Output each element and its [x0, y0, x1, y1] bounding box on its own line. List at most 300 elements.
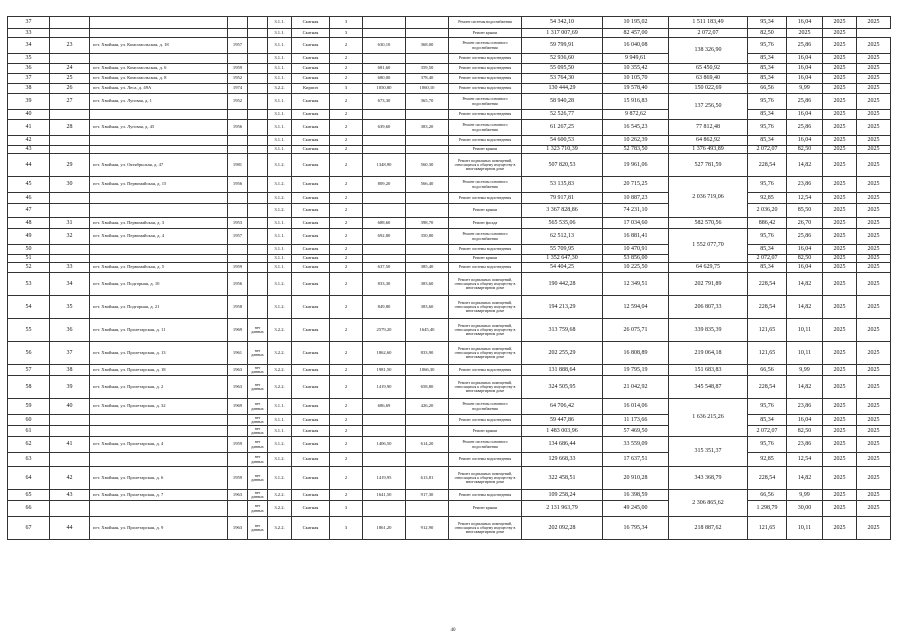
- cell-unit-cost: 121,65: [748, 342, 787, 365]
- cell-house-number: 27: [50, 94, 90, 110]
- cell-floors: 3: [330, 517, 363, 540]
- cell-roof-type: Скатная: [292, 319, 330, 342]
- table-row: [8, 263, 891, 273]
- cell-year-start: 2025: [823, 501, 857, 517]
- cell-unit-supervision: 82,50: [748, 29, 787, 38]
- cell-living-area: [406, 54, 449, 64]
- cell-total-area: [363, 245, 406, 255]
- repair-program-table: [7, 16, 891, 540]
- cell-year-start: 2025: [823, 426, 857, 437]
- cell-year-end: 2025: [857, 64, 891, 74]
- cell-total-cost: 1 636 215,26: [669, 399, 748, 437]
- cell-total-area: 681,60: [363, 64, 406, 74]
- cell-supervision-cost: 16 881,41: [603, 229, 669, 245]
- cell-work-cost: 129 668,33: [522, 453, 603, 467]
- cell-total-area: [363, 146, 406, 154]
- cell-supervision-cost: 10 195,02: [603, 17, 669, 29]
- table-row: [8, 204, 891, 218]
- cell-code: 3.1.1.: [268, 245, 292, 255]
- cell-year: [228, 136, 248, 146]
- table-row: [8, 136, 891, 146]
- cell-wall-year: [248, 29, 268, 38]
- cell-wall-year: нет данных: [248, 453, 268, 467]
- cell-floors: 2: [330, 426, 363, 437]
- cell-unit-supervision: 14,82: [787, 273, 823, 296]
- cell-floors: 2: [330, 263, 363, 273]
- cell-living-area: [406, 146, 449, 154]
- cell-year-start: 2025: [823, 218, 857, 229]
- table-row: [8, 255, 891, 263]
- cell-total-cost: 345 548,87: [669, 376, 748, 399]
- cell-row-number: 48: [8, 218, 50, 229]
- cell-unit-cost: 95,76: [748, 437, 787, 453]
- cell-total-area: [363, 501, 406, 517]
- cell-roof-type: Скатная: [292, 517, 330, 540]
- cell-year: [228, 245, 248, 255]
- cell-roof-type: Скатная: [292, 342, 330, 365]
- cell-code: 3.1.1.: [268, 255, 292, 263]
- cell-year: [228, 415, 248, 426]
- cell-work-cost: 1 317 007,69: [522, 29, 603, 38]
- cell-living-area: 383,20: [406, 120, 449, 136]
- cell-address: пгт. Хвойная, ул. Первомайская, д. 5: [90, 263, 228, 273]
- cell-year: [228, 54, 248, 64]
- cell-floors: 2: [330, 154, 363, 177]
- cell-living-area: [406, 110, 449, 120]
- cell-house-number: [50, 204, 90, 218]
- cell-row-number: 47: [8, 204, 50, 218]
- cell-year: 1953: [228, 218, 248, 229]
- cell-living-area: 385,40: [406, 263, 449, 273]
- cell-address: [90, 453, 228, 467]
- cell-wall-year: [248, 296, 268, 319]
- cell-unit-cost: 95,76: [748, 38, 787, 54]
- cell-wall-year: [248, 273, 268, 296]
- cell-living-area: 378,40: [406, 74, 449, 84]
- cell-unit-supervision: 82,50: [787, 426, 823, 437]
- cell-wall-year: нет данных: [248, 342, 268, 365]
- cell-year-end: 2025: [857, 110, 891, 120]
- cell-floors: 2: [330, 120, 363, 136]
- cell-wall-year: [248, 17, 268, 29]
- cell-row-number: 50: [8, 245, 50, 255]
- cell-living-area: 368,00: [406, 38, 449, 54]
- cell-supervision-cost: 57 469,50: [603, 426, 669, 437]
- cell-roof-type: Скатная: [292, 426, 330, 437]
- table-row: [8, 229, 891, 245]
- cell-year-start: 2025: [823, 319, 857, 342]
- cell-row-number: 64: [8, 467, 50, 490]
- cell-supervision-cost: 9 949,61: [603, 54, 669, 64]
- cell-year-end: 2025: [857, 263, 891, 273]
- cell-work-type: Ремонт системы основного водоснабжения: [449, 177, 522, 193]
- cell-address: [90, 54, 228, 64]
- cell-roof-type: Скатная: [292, 120, 330, 136]
- cell-total-cost: 63 869,40: [669, 74, 748, 84]
- cell-total-area: 1050,80: [363, 84, 406, 94]
- cell-floors: 2: [330, 296, 363, 319]
- cell-row-number: 66: [8, 501, 50, 517]
- cell-supervision-cost: 21 042,92: [603, 376, 669, 399]
- cell-address: [90, 204, 228, 218]
- cell-year-start: 2025: [823, 467, 857, 490]
- table-row: [8, 54, 891, 64]
- cell-living-area: [406, 204, 449, 218]
- cell-total-area: [363, 426, 406, 437]
- cell-code: 3.1.1.: [268, 263, 292, 273]
- cell-work-type: Ремонт подвальных помещений, относящихся к общему имуществу в многоквартирном доме: [449, 319, 522, 342]
- cell-year: 1959: [228, 467, 248, 490]
- cell-row-number: 56: [8, 342, 50, 365]
- cell-unit-cost: 2 072,07: [669, 29, 748, 38]
- cell-address: [90, 146, 228, 154]
- cell-unit-supervision: 14,82: [787, 296, 823, 319]
- cell-code: 3.1.1.: [268, 415, 292, 426]
- cell-work-type: Ремонт системы основного водоснабжения: [449, 120, 522, 136]
- cell-work-cost: 3 367 828,86: [522, 204, 603, 218]
- cell-year-start: 2025: [823, 120, 857, 136]
- table-row: [8, 467, 891, 490]
- cell-row-number: 38: [8, 84, 50, 94]
- cell-row-number: 65: [8, 490, 50, 501]
- cell-unit-supervision: 82,50: [787, 146, 823, 154]
- cell-house-number: 44: [50, 517, 90, 540]
- cell-code: 3.1.1.: [268, 38, 292, 54]
- cell-supervision-cost: 10 470,91: [603, 245, 669, 255]
- cell-total-area: 849,80: [363, 296, 406, 319]
- cell-living-area: 359,50: [406, 64, 449, 74]
- cell-year-end: 2025: [857, 517, 891, 540]
- cell-code: 3.1.1.: [268, 229, 292, 245]
- cell-house-number: 35: [50, 296, 90, 319]
- cell-unit-supervision: 10,11: [787, 342, 823, 365]
- cell-row-number: 58: [8, 376, 50, 399]
- cell-supervision-cost: 16 014,06: [603, 399, 669, 415]
- cell-floors: 3: [330, 501, 363, 517]
- cell-supervision-cost: 19 578,40: [603, 84, 669, 94]
- table-row: [8, 146, 891, 154]
- cell-wall-year: нет данных: [248, 376, 268, 399]
- cell-row-number: 33: [8, 29, 50, 38]
- cell-year-start: 2025: [823, 110, 857, 120]
- cell-unit-cost: 95,76: [748, 399, 787, 415]
- cell-address: [90, 193, 228, 204]
- cell-work-type: Ремонт системы водоотведения: [449, 84, 522, 94]
- cell-living-area: 365,70: [406, 94, 449, 110]
- cell-row-number: 41: [8, 120, 50, 136]
- cell-work-cost: 54 404,25: [522, 263, 603, 273]
- table-body: [8, 17, 891, 540]
- cell-work-type: Ремонт системы водоотведения: [449, 490, 522, 501]
- cell-supervision-cost: 16 808,89: [603, 342, 669, 365]
- cell-house-number: [50, 255, 90, 263]
- cell-total-cost: 218 887,62: [669, 517, 748, 540]
- cell-roof-type: Скатная: [292, 365, 330, 376]
- cell-floors: 2: [330, 146, 363, 154]
- table-row: [8, 437, 891, 453]
- cell-house-number: [50, 54, 90, 64]
- cell-unit-cost: 2 072,07: [748, 426, 787, 437]
- cell-row-number: 54: [8, 296, 50, 319]
- cell-unit-cost: 66,56: [748, 365, 787, 376]
- cell-code: 3.1.2.: [268, 273, 292, 296]
- cell-unit-supervision: 9,99: [787, 365, 823, 376]
- cell-work-type: Ремонт подвальных помещений, относящихся к общему имуществу в многоквартирном доме: [449, 342, 522, 365]
- cell-roof-type: Скатная: [292, 136, 330, 146]
- cell-row-number: 37: [8, 74, 50, 84]
- cell-roof-type: Скатная: [292, 376, 330, 399]
- cell-address: пгт. Хвойная, ул. Комсомольская, д. 18: [90, 38, 228, 54]
- cell-total-area: 639,60: [363, 120, 406, 136]
- cell-roof-type: Скатная: [292, 146, 330, 154]
- cell-floors: 2: [330, 415, 363, 426]
- cell-total-area: 833,30: [363, 273, 406, 296]
- cell-total-area: 1862,60: [363, 342, 406, 365]
- cell-work-cost: 61 267,25: [522, 120, 603, 136]
- cell-work-cost: 59 799,91: [522, 38, 603, 54]
- cell-year: 1969: [228, 319, 248, 342]
- cell-total-area: [363, 193, 406, 204]
- cell-unit-cost: 95,34: [748, 17, 787, 29]
- cell-year-start: 2025: [823, 84, 857, 94]
- cell-roof-type: Скатная: [292, 38, 330, 54]
- cell-living-area: 613,81: [406, 467, 449, 490]
- cell-living-area: [406, 245, 449, 255]
- cell-living-area: 833,90: [406, 342, 449, 365]
- cell-wall-year: [248, 64, 268, 74]
- cell-work-cost: 53 135,83: [522, 177, 603, 193]
- cell-total-cost: 77 812,48: [669, 120, 748, 136]
- cell-total-area: [363, 255, 406, 263]
- cell-year-end: 2025: [857, 501, 891, 517]
- cell-total-cost: 1 552 077,70: [669, 229, 748, 263]
- cell-work-cost: 134 686,44: [522, 437, 603, 453]
- cell-unit-supervision: 23,86: [787, 437, 823, 453]
- table-row: [8, 94, 891, 110]
- cell-wall-year: [248, 146, 268, 154]
- cell-work-type: Ремонт подвальных помещений, относящихся к общему имуществу в многоквартирном доме: [449, 154, 522, 177]
- cell-wall-year: нет данных: [248, 319, 268, 342]
- cell-year-start: 2025: [823, 177, 857, 193]
- cell-roof-type: Скатная: [292, 64, 330, 74]
- table-row: [8, 110, 891, 120]
- cell-code: 3.1.1.: [268, 74, 292, 84]
- cell-supervision-cost: 10 887,23: [603, 193, 669, 204]
- cell-total-area: 1861,20: [363, 517, 406, 540]
- cell-floors: 3: [330, 29, 363, 38]
- cell-unit-cost: 85,34: [748, 415, 787, 426]
- cell-code: 3.1.1.: [268, 110, 292, 120]
- cell-code: 3.1.2.: [268, 177, 292, 193]
- cell-house-number: 43: [50, 490, 90, 501]
- cell-year: 1963: [228, 365, 248, 376]
- cell-address: [90, 17, 228, 29]
- cell-year-end: 2025: [857, 490, 891, 501]
- cell-total-area: 688,60: [363, 218, 406, 229]
- cell-total-cost: 202 791,89: [669, 273, 748, 296]
- cell-roof-type: Скатная: [292, 437, 330, 453]
- cell-floors: 2: [330, 453, 363, 467]
- cell-year: [228, 255, 248, 263]
- table-row: [8, 399, 891, 415]
- cell-unit-supervision: 16,04: [787, 136, 823, 146]
- table-row: [8, 296, 891, 319]
- cell-work-type: Ремонт подвальных помещений, относящихся к общему имуществу в многоквартирном доме: [449, 376, 522, 399]
- cell-total-cost: 206 807,33: [669, 296, 748, 319]
- cell-work-cost: 131 888,64: [522, 365, 603, 376]
- cell-unit-supervision: 23,86: [787, 177, 823, 193]
- cell-code: 3.2.2.: [268, 365, 292, 376]
- cell-house-number: [50, 426, 90, 437]
- cell-work-type: Ремонт системы водоотведения: [449, 193, 522, 204]
- cell-total-area: 1406,50: [363, 437, 406, 453]
- cell-year-start: 2025: [823, 38, 857, 54]
- cell-year: 1952: [228, 74, 248, 84]
- table-row: [8, 342, 891, 365]
- cell-living-area: 1060,10: [406, 84, 449, 94]
- cell-living-area: 917,30: [406, 490, 449, 501]
- cell-row-number: 40: [8, 110, 50, 120]
- cell-work-type: Ремонт системы основного водоснабжения: [449, 229, 522, 245]
- cell-code: 3.1.1.: [268, 29, 292, 38]
- cell-unit-cost: 85,34: [748, 263, 787, 273]
- cell-code: 3.1.2.: [268, 296, 292, 319]
- cell-living-area: 426,20: [406, 399, 449, 415]
- cell-year: [228, 29, 248, 38]
- table-row: [8, 74, 891, 84]
- cell-living-area: 398,70: [406, 218, 449, 229]
- cell-address: [90, 501, 228, 517]
- cell-wall-year: [248, 136, 268, 146]
- cell-house-number: 34: [50, 273, 90, 296]
- cell-unit-cost: 95,76: [748, 94, 787, 110]
- cell-year: [228, 193, 248, 204]
- cell-wall-year: [248, 204, 268, 218]
- cell-house-number: [50, 453, 90, 467]
- cell-unit-cost: 66,56: [748, 490, 787, 501]
- cell-total-area: 692,80: [363, 229, 406, 245]
- cell-row-number: 52: [8, 263, 50, 273]
- cell-wall-year: нет данных: [248, 415, 268, 426]
- cell-work-cost: 130 444,29: [522, 84, 603, 94]
- cell-total-area: 1641,50: [363, 490, 406, 501]
- cell-roof-type: Скатная: [292, 229, 330, 245]
- cell-unit-supervision: 16,04: [787, 245, 823, 255]
- cell-total-area: 686,69: [363, 399, 406, 415]
- cell-address: [90, 245, 228, 255]
- cell-year-end: 2025: [857, 376, 891, 399]
- cell-total-area: [363, 29, 406, 38]
- cell-unit-supervision: 16,04: [787, 263, 823, 273]
- cell-year-end: 2025: [857, 365, 891, 376]
- cell-work-cost: 1 483 003,96: [522, 426, 603, 437]
- cell-floors: 2: [330, 229, 363, 245]
- cell-living-area: [406, 136, 449, 146]
- cell-supervision-cost: 26 075,71: [603, 319, 669, 342]
- cell-code: 3.1.1.: [268, 64, 292, 74]
- cell-address: [90, 110, 228, 120]
- cell-unit-cost: 92,85: [748, 193, 787, 204]
- cell-address: пгт. Хвойная, ул. Первомайская, д. 3: [90, 218, 228, 229]
- cell-house-number: [50, 146, 90, 154]
- cell-wall-year: [248, 74, 268, 84]
- cell-total-cost: 1 511 183,49: [669, 17, 748, 29]
- cell-work-type: Ремонт системы водоотведения: [449, 136, 522, 146]
- cell-unit-supervision: 16,04: [787, 64, 823, 74]
- cell-work-cost: 202 255,29: [522, 342, 603, 365]
- table-row: [8, 218, 891, 229]
- cell-work-type: Ремонт крыши: [449, 29, 522, 38]
- table-row: [8, 17, 891, 29]
- cell-year: 1963: [228, 517, 248, 540]
- cell-year-start: 2025: [823, 193, 857, 204]
- cell-address: [90, 29, 228, 38]
- cell-unit-cost: 95,76: [748, 177, 787, 193]
- cell-row-number: 42: [8, 136, 50, 146]
- cell-supervision-cost: 82 457,00: [603, 29, 669, 38]
- cell-supervision-cost: 17 034,60: [603, 218, 669, 229]
- cell-supervision-cost: 16 398,59: [603, 490, 669, 501]
- cell-living-area: 383,60: [406, 273, 449, 296]
- table-row: [8, 426, 891, 437]
- cell-work-cost: 54 600,53: [522, 136, 603, 146]
- cell-work-type: Ремонт крыши: [449, 426, 522, 437]
- cell-year-start: 2025: [823, 453, 857, 467]
- cell-address: пгт. Хвойная, ул. Пролетарская, д. 13: [90, 342, 228, 365]
- cell-total-cost: 315 351,37: [669, 437, 748, 467]
- cell-work-cost: 54 342,10: [522, 17, 603, 29]
- cell-supervision-cost: 33 559,09: [603, 437, 669, 453]
- cell-house-number: 42: [50, 467, 90, 490]
- cell-address: [90, 415, 228, 426]
- cell-work-type: Ремонт системы водоотведения: [449, 74, 522, 84]
- cell-unit-cost: 85,34: [748, 245, 787, 255]
- cell-unit-supervision: 16,04: [787, 74, 823, 84]
- cell-living-area: 912,90: [406, 517, 449, 540]
- cell-house-number: 31: [50, 218, 90, 229]
- cell-total-cost: 138 326,90: [669, 38, 748, 64]
- cell-row-number: 62: [8, 437, 50, 453]
- cell-work-type: Ремонт подвальных помещений, относящихся к общему имуществу в многоквартирном доме: [449, 517, 522, 540]
- cell-work-type: Ремонт системы водоотведения: [449, 54, 522, 64]
- cell-row-number: 53: [8, 273, 50, 296]
- cell-house-number: 25: [50, 74, 90, 84]
- cell-unit-supervision: 23,86: [787, 399, 823, 415]
- cell-supervision-cost: 16 040,08: [603, 38, 669, 54]
- cell-unit-supervision: 14,82: [787, 376, 823, 399]
- cell-total-cost: 343 368,79: [669, 467, 748, 490]
- cell-year-start: 2025: [823, 64, 857, 74]
- cell-floors: 2: [330, 399, 363, 415]
- cell-work-cost: 55 709,95: [522, 245, 603, 255]
- table-row: [8, 29, 891, 38]
- cell-supervision-cost: 10 225,50: [603, 263, 669, 273]
- cell-year: [228, 501, 248, 517]
- cell-total-cost: 1 376 493,89: [669, 146, 748, 154]
- cell-year: 1957: [228, 38, 248, 54]
- cell-year: 1969: [228, 399, 248, 415]
- cell-year: 1959: [228, 64, 248, 74]
- cell-work-cost: 194 213,29: [522, 296, 603, 319]
- cell-address: пгт. Хвойная, ул. Пролетарская, д. 11: [90, 319, 228, 342]
- cell-code: 3.1.1.: [268, 17, 292, 29]
- cell-unit-cost: 95,76: [748, 229, 787, 245]
- cell-row-number: 43: [8, 146, 50, 154]
- cell-work-cost: 507 820,53: [522, 154, 603, 177]
- cell-unit-supervision: 10,11: [787, 319, 823, 342]
- cell-total-area: 1419,90: [363, 376, 406, 399]
- cell-floors: 3: [330, 17, 363, 29]
